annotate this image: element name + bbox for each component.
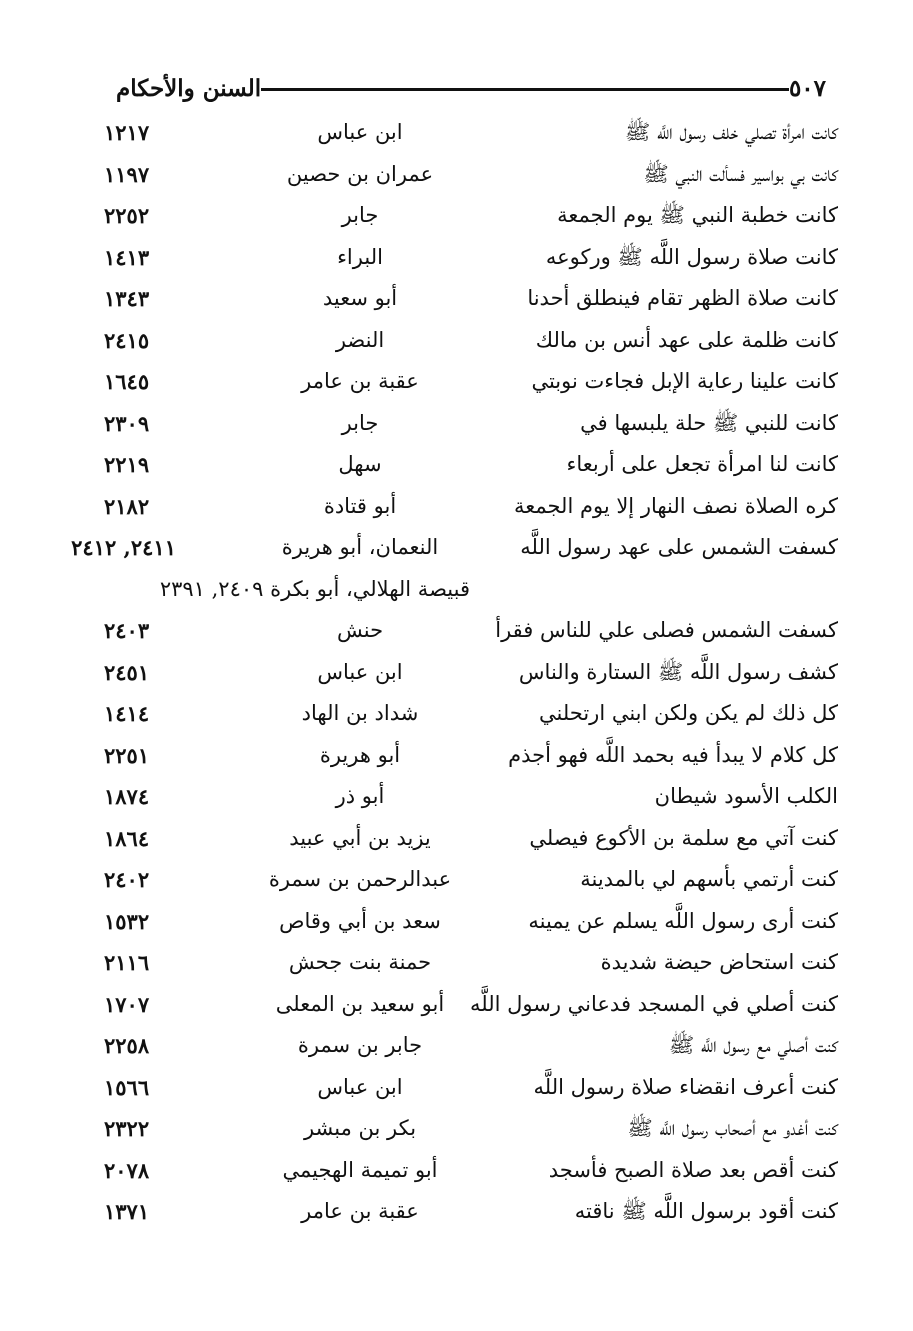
narrator: البراء bbox=[337, 244, 383, 269]
narrator: جابر bbox=[341, 410, 379, 435]
hadith-incipit: كانت لنا امرأة تجعل على أربعاء bbox=[566, 452, 838, 476]
index-entry bbox=[104, 984, 838, 1026]
continuation-line: قبيصة الهلالي، أبو بكرة ٢٤٠٩, ٢٣٩١ bbox=[159, 576, 470, 601]
hadith-number: ١٥٣٢ bbox=[104, 908, 150, 934]
hadith-incipit: كنت آتي مع سلمة بن الأكوع فيصلي bbox=[529, 825, 838, 850]
narrator: جابر bbox=[341, 203, 379, 227]
index-entry bbox=[104, 942, 838, 984]
hadith-index-list bbox=[71, 112, 838, 1233]
index-entry bbox=[104, 237, 838, 279]
narrator: عمران بن حصين bbox=[286, 161, 434, 186]
hadith-incipit: كانت ظلمة على عهد أنس بن مالك bbox=[535, 327, 838, 352]
narrator: يزيد بن أبي عبيد bbox=[289, 825, 431, 850]
hadith-number: ٢٣٢٢ bbox=[104, 1116, 150, 1141]
index-entry bbox=[104, 320, 838, 362]
narrator: حمنة بنت جحش bbox=[288, 950, 432, 974]
hadith-incipit: كنت أرى رسول اللَّه يسلم عن يمينه bbox=[528, 908, 838, 933]
hadith-number: ٢٣٠٩ bbox=[104, 410, 150, 436]
index-entry bbox=[104, 652, 838, 694]
narrator: عقبة بن عامر bbox=[301, 1199, 419, 1223]
hadith-incipit: كانت علينا رعاية الإبل فجاءت نوبتي bbox=[531, 369, 838, 393]
page-number: ٥٠٧ bbox=[788, 74, 826, 102]
hadith-number: ١٨٦٤ bbox=[104, 825, 150, 851]
narrator: شداد بن الهاد bbox=[301, 701, 419, 725]
hadith-incipit: كانت صلاة رسول اللَّه ﷺ وركوعه bbox=[545, 244, 838, 269]
hadith-incipit: كل ذلك لم يكن ولكن ابني ارتحلني bbox=[538, 701, 838, 725]
narrator: حنش bbox=[336, 618, 384, 642]
index-entry bbox=[104, 195, 838, 237]
narrator: بكر بن مبشر bbox=[303, 1116, 417, 1140]
hadith-incipit: كانت صلاة الظهر تقام فينطلق أحدنا bbox=[527, 286, 838, 310]
narrator: أبو قتادة bbox=[323, 493, 397, 518]
hadith-incipit: الكلب الأسود شيطان bbox=[654, 784, 838, 808]
narrator: سهل bbox=[338, 452, 382, 476]
hadith-incipit: كنت أرتمي بأسهم لي بالمدينة bbox=[580, 867, 838, 891]
narrator: النضر bbox=[335, 327, 385, 352]
index-entry bbox=[104, 693, 838, 735]
hadith-number: ٢١٨٢ bbox=[104, 493, 150, 519]
index-entry bbox=[104, 278, 838, 320]
narrator: ابن عباس bbox=[317, 120, 403, 144]
hadith-number: ٢٤٥١ bbox=[104, 659, 150, 685]
narrator: النعمان، أبو هريرة bbox=[281, 535, 439, 559]
hadith-number: ١٧٠٧ bbox=[104, 991, 150, 1017]
narrator: عبدالرحمن بن سمرة bbox=[268, 867, 452, 891]
index-entry bbox=[104, 444, 838, 486]
narrator: أبو ذر bbox=[335, 784, 385, 808]
hadith-incipit: كنت أصلي في المسجد فدعاني رسول اللَّه bbox=[470, 991, 838, 1016]
hadith-incipit: كنت أصلي مع رسول اللَّه ﷺ bbox=[668, 1033, 838, 1057]
hadith-number: ٢٢٥١ bbox=[104, 742, 150, 768]
narrator: ابن عباس bbox=[317, 659, 403, 684]
hadith-number: ١٢١٧ bbox=[104, 120, 150, 145]
narrator: ابن عباس bbox=[317, 1074, 403, 1099]
index-entry bbox=[104, 818, 838, 860]
hadith-number: ٢٤١٥ bbox=[104, 327, 150, 353]
index-entry bbox=[104, 1067, 838, 1109]
index-entry-continuation bbox=[104, 569, 838, 611]
hadith-incipit: كانت للنبي ﷺ حلة يلبسها في bbox=[580, 410, 838, 435]
hadith-number: ١٨٧٤ bbox=[104, 784, 150, 809]
hadith-number: ٢٢١٩ bbox=[104, 452, 150, 477]
hadith-number: ٢٤٠٢ bbox=[104, 867, 150, 892]
hadith-incipit: كانت خطبة النبي ﷺ يوم الجمعة bbox=[557, 203, 838, 227]
hadith-incipit: كل كلام لا يبدأ فيه بحمد اللَّه فهو أجذم bbox=[508, 742, 838, 767]
hadith-incipit: كنت استحاض حيضة شديدة bbox=[600, 950, 838, 974]
index-entry bbox=[104, 901, 838, 943]
index-entry bbox=[104, 1150, 838, 1192]
index-entry bbox=[104, 1108, 838, 1150]
narrator: أبو تميمة الهجيمي bbox=[282, 1157, 438, 1182]
hadith-number: ٢٠٧٨ bbox=[104, 1157, 150, 1183]
hadith-number: ٢١١٦ bbox=[104, 950, 150, 975]
index-entry bbox=[104, 859, 838, 901]
hadith-incipit: كشف رسول اللَّه ﷺ الستارة والناس bbox=[518, 659, 838, 684]
index-entry bbox=[104, 610, 838, 652]
hadith-incipit: كره الصلاة نصف النهار إلا يوم الجمعة bbox=[513, 493, 838, 518]
index-entry bbox=[104, 776, 838, 818]
index-entry bbox=[104, 1025, 838, 1067]
hadith-incipit: كسفت الشمس على عهد رسول اللَّه bbox=[520, 535, 838, 559]
hadith-number: ١٤١٤ bbox=[104, 701, 150, 726]
index-entry bbox=[104, 1191, 838, 1233]
narrator: أبو سعيد bbox=[322, 286, 398, 310]
hadith-incipit: كنت أقص بعد صلاة الصبح فأسجد bbox=[548, 1157, 838, 1182]
index-entry bbox=[104, 403, 838, 445]
hadith-number: ٢٤٠٣ bbox=[104, 618, 150, 643]
hadith-incipit: كنت أغدو مع أصحاب رسول اللَّه ﷺ bbox=[627, 1116, 838, 1140]
hadith-incipit: كنت أعرف انقضاء صلاة رسول اللَّه bbox=[533, 1074, 838, 1099]
hadith-incipit: كانت امرأة تصلي خلف رسول اللَّه ﷺ bbox=[624, 120, 838, 144]
index-entry bbox=[104, 361, 838, 403]
hadith-number: ١٦٤٥ bbox=[104, 369, 150, 394]
narrator: أبو هريرة bbox=[319, 742, 401, 767]
running-title: السنن والأحكام bbox=[116, 74, 262, 102]
index-entry bbox=[104, 486, 838, 528]
hadith-number: ٢٢٥٨ bbox=[104, 1033, 150, 1058]
hadith-number: ١٤١٣ bbox=[104, 244, 150, 270]
index-entry bbox=[104, 112, 838, 154]
header-rule bbox=[261, 88, 789, 91]
hadith-incipit: كنت أقود برسول اللَّه ﷺ ناقته bbox=[574, 1199, 838, 1223]
hadith-number: ١١٩٧ bbox=[104, 161, 150, 187]
page-header bbox=[104, 68, 838, 108]
index-entry bbox=[104, 735, 838, 777]
index-entry bbox=[104, 154, 838, 196]
hadith-number: ٢٤١١, ٢٤١٢ bbox=[71, 535, 176, 560]
narrator: أبو سعيد بن المعلى bbox=[275, 991, 445, 1016]
hadith-number: ١٥٦٦ bbox=[104, 1074, 150, 1100]
hadith-number: ٢٢٥٢ bbox=[104, 203, 150, 228]
hadith-incipit: كسفت الشمس فصلى علي للناس فقرأ bbox=[495, 618, 838, 642]
hadith-incipit: كانت بي بواسير فسألت النبي ﷺ bbox=[643, 161, 838, 186]
narrator: سعد بن أبي وقاص bbox=[279, 908, 441, 933]
hadith-number: ١٣٧١ bbox=[104, 1199, 150, 1224]
narrator: عقبة بن عامر bbox=[301, 369, 419, 393]
hadith-number: ١٣٤٣ bbox=[104, 286, 150, 311]
index-entry bbox=[71, 527, 838, 569]
narrator: جابر بن سمرة bbox=[297, 1033, 423, 1057]
